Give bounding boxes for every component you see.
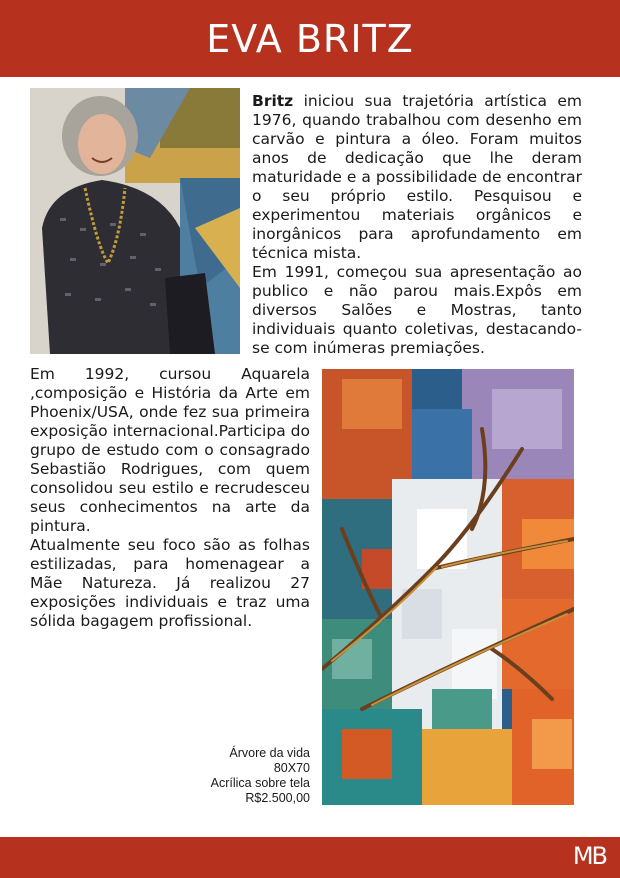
artwork-medium: Acrílica sobre tela [210, 776, 310, 790]
artwork-size: 80X70 [273, 761, 310, 775]
bio-paragraph-2: Em 1991, começou sua apresentação ao publico e não parou mais.Expôs em diversos Salões e Mostras, tanto individuais quanto coletivas, destacando-se com inúmeras premiações. [252, 263, 582, 357]
footer-bar [0, 837, 620, 878]
mb-logo: MB [572, 842, 606, 870]
artwork-title: Árvore da vida [229, 746, 310, 760]
bio-paragraph-4: Atualmente seu foco são as folhas estilizadas, para homenagear a Mãe Natureza. Já realizou 27 exposições individuais e traz uma sólida bagagem profissional. [30, 536, 310, 630]
artist-photo [30, 88, 240, 354]
artwork-caption [180, 746, 310, 806]
page-title: EVA BRITZ [206, 16, 414, 61]
artwork-image [322, 369, 574, 805]
bio-paragraph-1: Britz iniciou sua trajetória artística em 1976, quando trabalhou com desenho em carvão e pintura a óleo. Foram muitos anos de dedicação que lhe deram maturidade e a possibilidade de encontrar o seu próprio estilo. Pesquisou e experimentou materiais orgânicos e inorgânicos para aprofundamento em técnica mista. [252, 92, 582, 262]
bio-continued [30, 365, 310, 631]
artist-name: Britz [252, 92, 294, 110]
bio-intro [252, 92, 582, 358]
bio-paragraph-3: Em 1992, cursou Aquarela ,composição e História da Arte em Phoenix/USA, onde fez sua primeira exposição internacional.Participa do grupo de estudo com o consagrado Sebastião Rodrigues, com quem consolidou seu estilo e recrudesceu seus conhecimentos na arte da pintura. [30, 365, 310, 535]
header-bar [0, 0, 620, 77]
artwork-price: R$2.500,00 [245, 791, 310, 805]
